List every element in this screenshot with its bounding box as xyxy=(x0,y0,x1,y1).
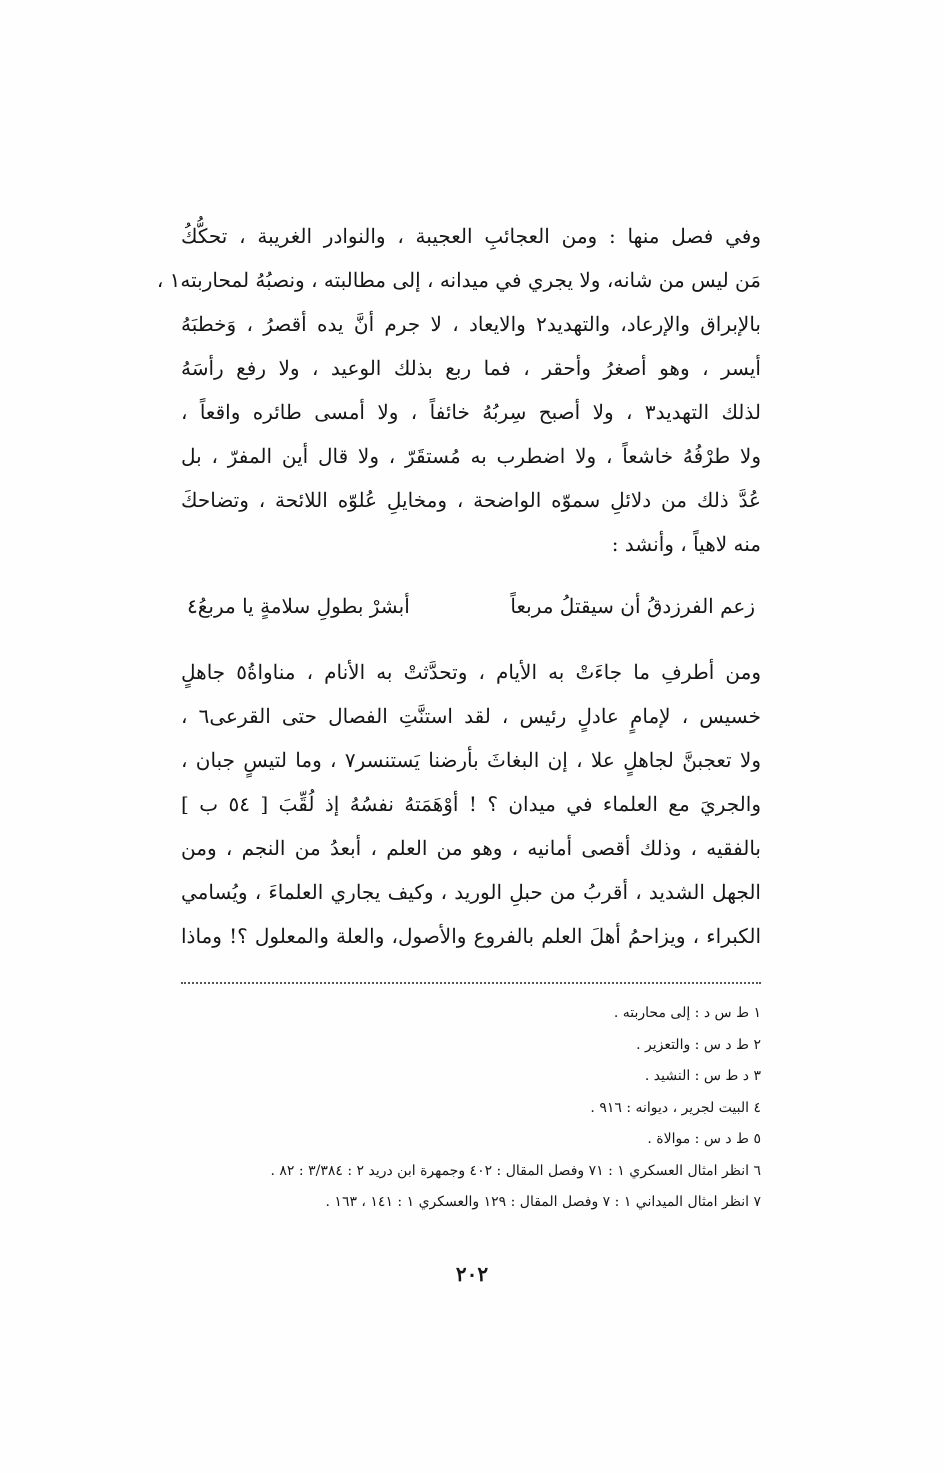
footnote: ٢ ط د س : والتعزير . xyxy=(636,1036,761,1053)
paragraph-1-line: وفي فصل منها : ومن العجائبِ العجيبة ، والنوادر الغريبة ، تحكُّكُ xyxy=(181,224,761,248)
paragraph-2 xyxy=(181,650,761,958)
paragraph-2-line: ومن أطرفِ ما جاءَتْ به الأيام ، وتحدَّثتْ به الأنام ، مناواةُ٥ جاهلٍ xyxy=(181,660,762,684)
paragraph-2-line: الكبراء ، ويزاحمُ أهلَ العلم بالفروع والأصول، والعلة والمعلول ؟! وماذا xyxy=(181,924,761,948)
footnote: ٦ انظر امثال العسكري ١ : ٧١ وفصل المقال : ٤٠٢ وجمهرة ابن دريد ٢ : ٣/٣٨٤ : ٨٢ . xyxy=(270,1162,761,1179)
poetry-verse xyxy=(181,582,761,630)
paragraph-2-line: خسيس ، لإمامٍ عادلٍ رئيس ، لقد استنَّتِ الفصال حتى القرعى٦ ، xyxy=(181,704,762,728)
paragraph-1 xyxy=(156,214,761,566)
page-number: ٢٠٢ xyxy=(455,1262,489,1286)
paragraph-1-line: مَن ليس من شانه، ولا يجري في ميدانه ، إلى مطالبته ، ونصبُهُ لمحاربته١ ، xyxy=(156,268,761,292)
verse-hemistich-1: زعم الفرزدقُ أن سيقتلُ مربعاً xyxy=(510,594,755,618)
verse-hemistich-2: أبشرْ بطولِ سلامةٍ يا مربعُ٤ xyxy=(187,594,410,618)
paragraph-2-line: الجهل الشديد ، أقربُ من حبلِ الوريد ، وكيف يجاري العلماءَ ، ويُسامي xyxy=(181,880,761,904)
paragraph-1-line: بالإبراق والإرعاد، والتهديد٢ والايعاد ، لا جرم أنَّ يده أقصرُ ، وَخطبَهُ xyxy=(181,312,761,336)
footnote-divider xyxy=(181,982,761,984)
paragraph-2-line: ولا تعجبنَّ لجاهلٍ علا ، إن البغاثَ بأرضنا يَستنسر٧ ، وما لتيسٍ جبان ، xyxy=(181,748,761,772)
paragraph-2-line: والجريَ مع العلماء في ميدان ؟ ! أوْهَمَتهُ نفسُهُ إذ لُقِّبَ [ ٥٤ ب ] xyxy=(181,792,761,816)
paragraph-1-line: منه لاهياً ، وأنشد : xyxy=(611,532,761,556)
footnotes xyxy=(161,998,761,1219)
footnote: ٥ ط د س : موالاة . xyxy=(647,1131,761,1147)
footnote: ١ ط س د : إلى محاربته . xyxy=(613,1005,761,1021)
paragraph-1-line: عُدَّ ذلك من دلائلِ سموّه الواضحة ، ومخايلِ عُلوّه اللائحة ، وتضاحكَ xyxy=(181,488,761,512)
paragraph-1-line: ولا طرْفُهُ خاشعاً ، ولا اضطرب به مُستقَرّ ، ولا قال أين المفرّ ، بل xyxy=(181,444,761,468)
paragraph-1-line: أيسر ، وهو أصغرُ وأحقر ، فما ربع بذلك الوعيد ، ولا رفع رأسَهُ xyxy=(181,356,761,380)
footnote: ٧ انظر امثال الميداني ١ : ٧ وفصل المقال : ١٢٩ والعسكري ١ : ١٤١ ، ١٦٣ . xyxy=(325,1194,761,1210)
paragraph-2-line: بالفقيه ، وذلك أقصى أمانيه ، وهو من العلم ، أبعدُ من النجم ، ومن xyxy=(181,836,761,860)
paragraph-1-line: لذلك التهديد٣ ، ولا أصبح سِربُهُ خائفاً ، ولا أمسى طائره واقعاً ، xyxy=(181,400,761,424)
footnote: ٤ البيت لجرير ، ديوانه : ٩١٦ . xyxy=(590,1099,761,1116)
footnote: ٣ د ط س : النشيد . xyxy=(644,1068,761,1084)
